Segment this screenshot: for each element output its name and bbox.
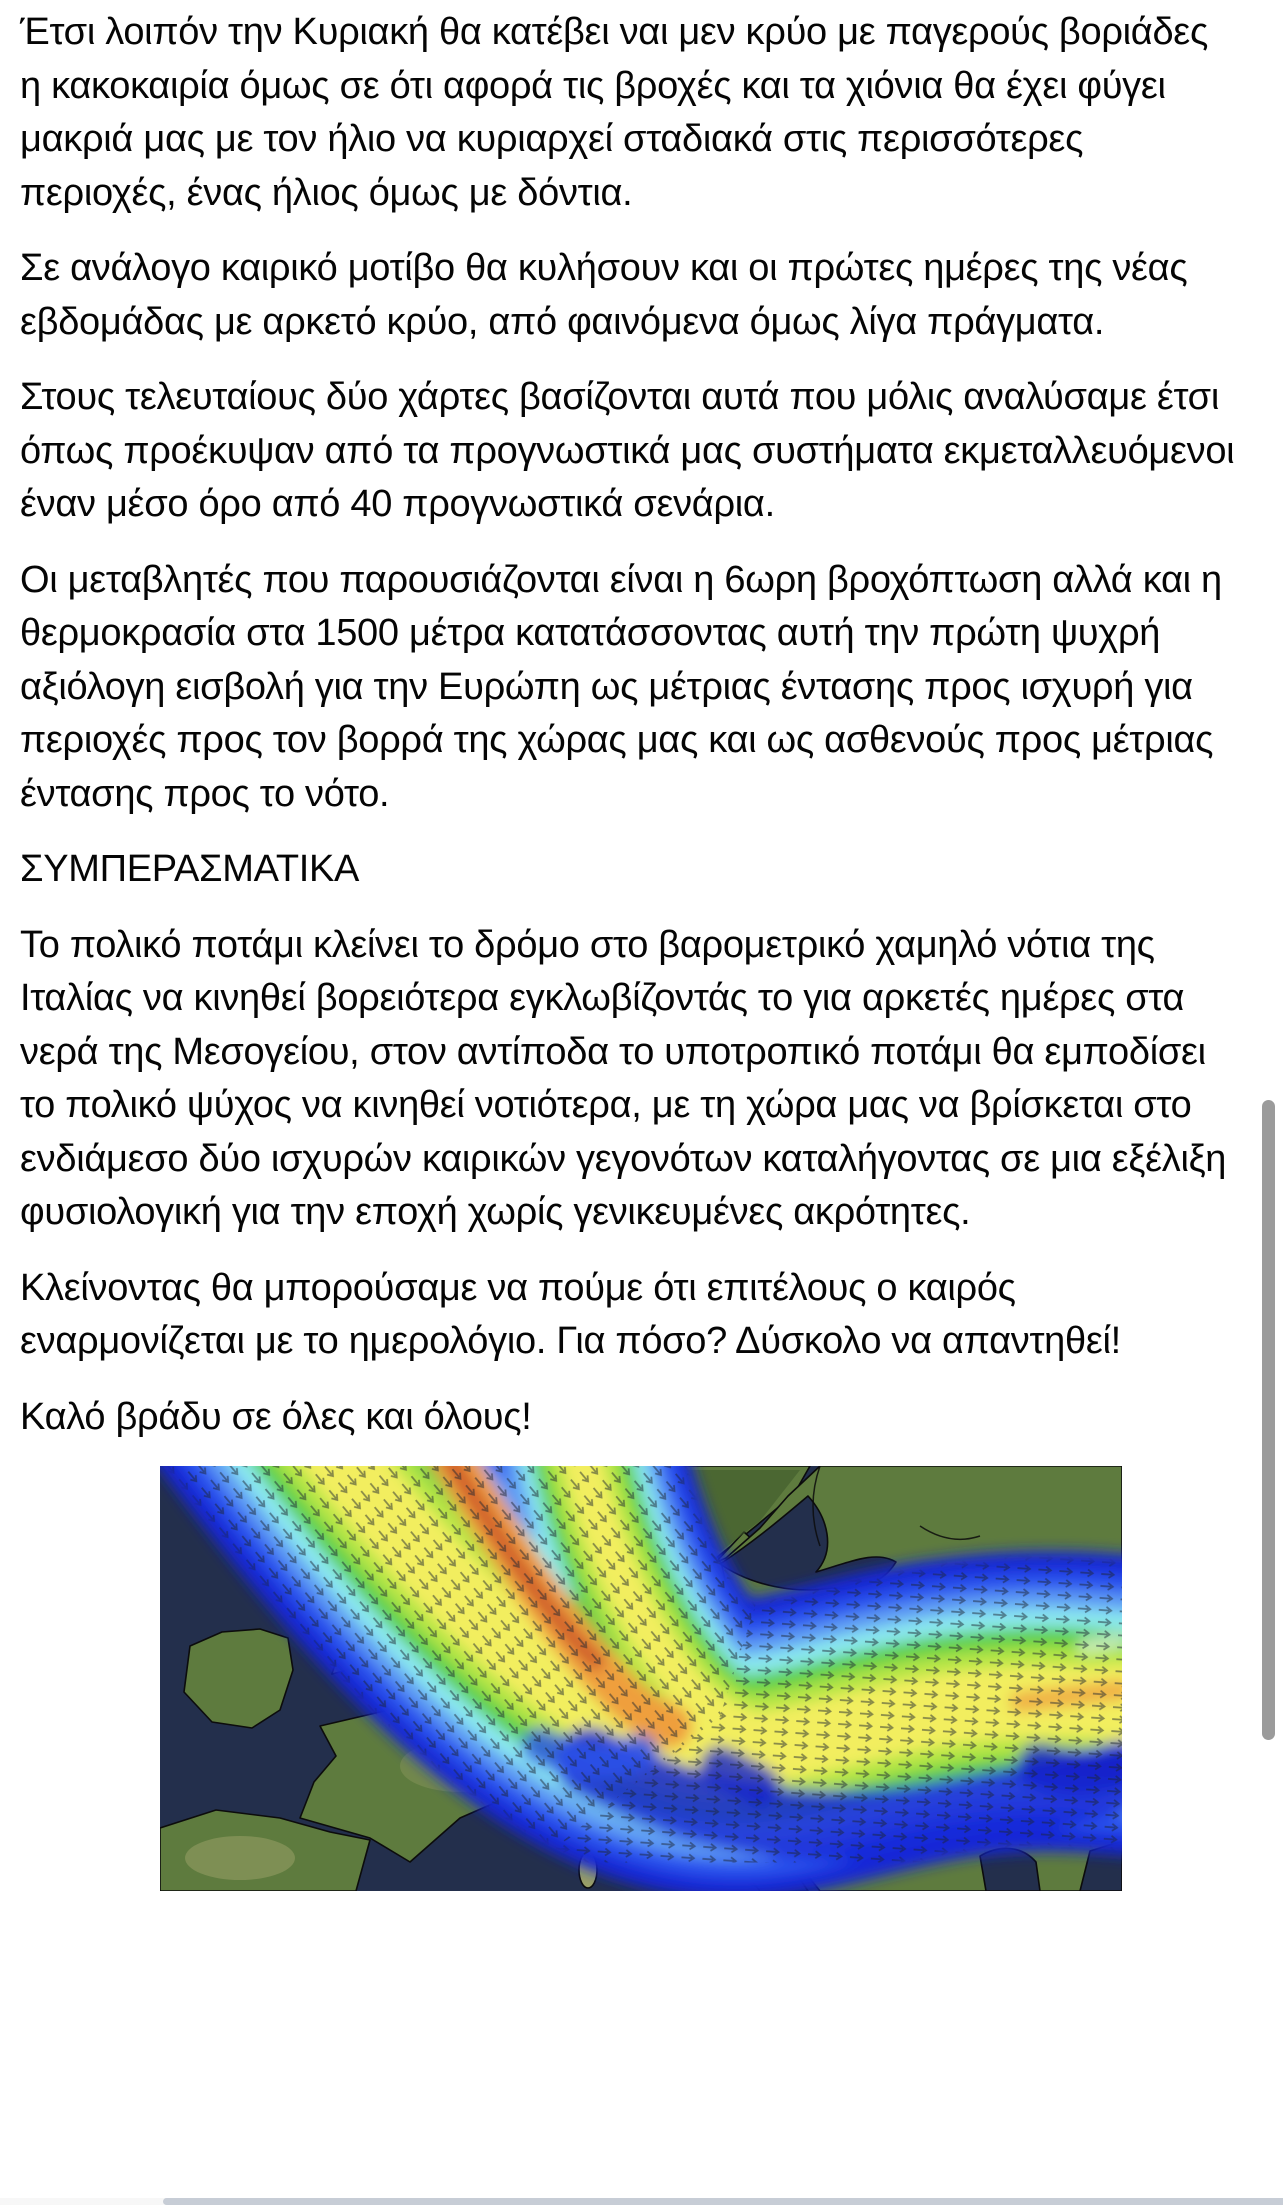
paragraph-polar-river: Το πολικό ποτάμι κλείνει το δρόμο στο βαρομετρικό χαμηλό νότια της Ιταλίας να κινηθεί βορειότερα εγκλωβίζοντάς το για αρκετές ημέρες στα νερά της Μεσογείου, στον αντίποδα το υποτροπικό ποτάμι θα εμποδίσει το πολικό ψύχος να κινηθεί νοτιότερα, με τη χώρα μας να βρίσκεται στο ενδιάμεσο δύο ισχυρών καιρικών γεγονότων καταλήγοντας σε μια εξέλιξη φυσιολογική για την εποχή χωρίς γενικευμένες ακρότητες.: [20, 923, 1227, 1233]
horizontal-scrollbar-thumb[interactable]: [163, 2198, 1283, 2205]
paragraph-goodnight: Καλό βράδυ σε όλες και όλους!: [20, 1395, 532, 1438]
vertical-scrollbar-thumb[interactable]: [1262, 1100, 1275, 1740]
paragraph-sunday-forecast: Έτσι λοιπόν την Κυριακή θα κατέβει ναι μεν κρύο με παγερούς βοριάδες η κακοκαιρία όμως σε ότι αφορά τις βροχές και τα χιόνια θα έχει φύγει μακριά μας με τον ήλιο να κυριαρχεί σταδιακά στις περισσότερες περιοχές, ένας ήλιος όμως με δόντια.: [20, 11, 1208, 214]
horizontal-scrollbar-track[interactable]: [0, 2198, 1283, 2205]
paragraph-forecast-maps: Στους τελευταίους δύο χάρτες βασίζονται αυτά που μόλις αναλύσαμε έτσι όπως προέκυψαν από τα προγνωστικά μας συστήματα εκμεταλλευόμενοι έναν μέσο όρο από 40 προγνωστικά σενάρια.: [20, 376, 1235, 525]
paragraph-next-week: Σε ανάλογο καιρικό μοτίβο θα κυλήσουν και οι πρώτες ημέρες της νέας εβδομάδας με αρκετό κρύο, από φαινόμενα όμως λίγα πράγματα.: [20, 247, 1188, 343]
paragraph-closing: Κλείνοντας θα μπορούσαμε να πούμε ότι επιτέλους ο καιρός εναρμονίζεται με το ημερολόγιο. Για πόσο? Δύσκολο να απαντηθεί!: [20, 1266, 1121, 1362]
wind-arrows-overlay: [160, 1466, 1122, 1891]
section-heading-conclusions: ΣΥΜΠΕΡΑΣΜΑΤΙΚΑ: [20, 848, 360, 890]
paragraph-variables: Οι μεταβλητές που παρουσιάζονται είναι η 6ωρη βροχόπτωση αλλά και η θερμοκρασία στα 1500 μέτρα κατατάσσοντας αυτή την πρώτη ψυχρή αξιόλογη εισβολή για την Ευρώπη ως μέτριας έντασης προς ισχυρή για περιοχές προς τον βορρά της χώρας μας και ως ασθενούς προς μέτριας έντασης προς το νότο.: [20, 558, 1222, 815]
jetstream-map-image: [160, 1466, 1122, 1891]
jetstream-map-svg: [160, 1466, 1122, 1891]
